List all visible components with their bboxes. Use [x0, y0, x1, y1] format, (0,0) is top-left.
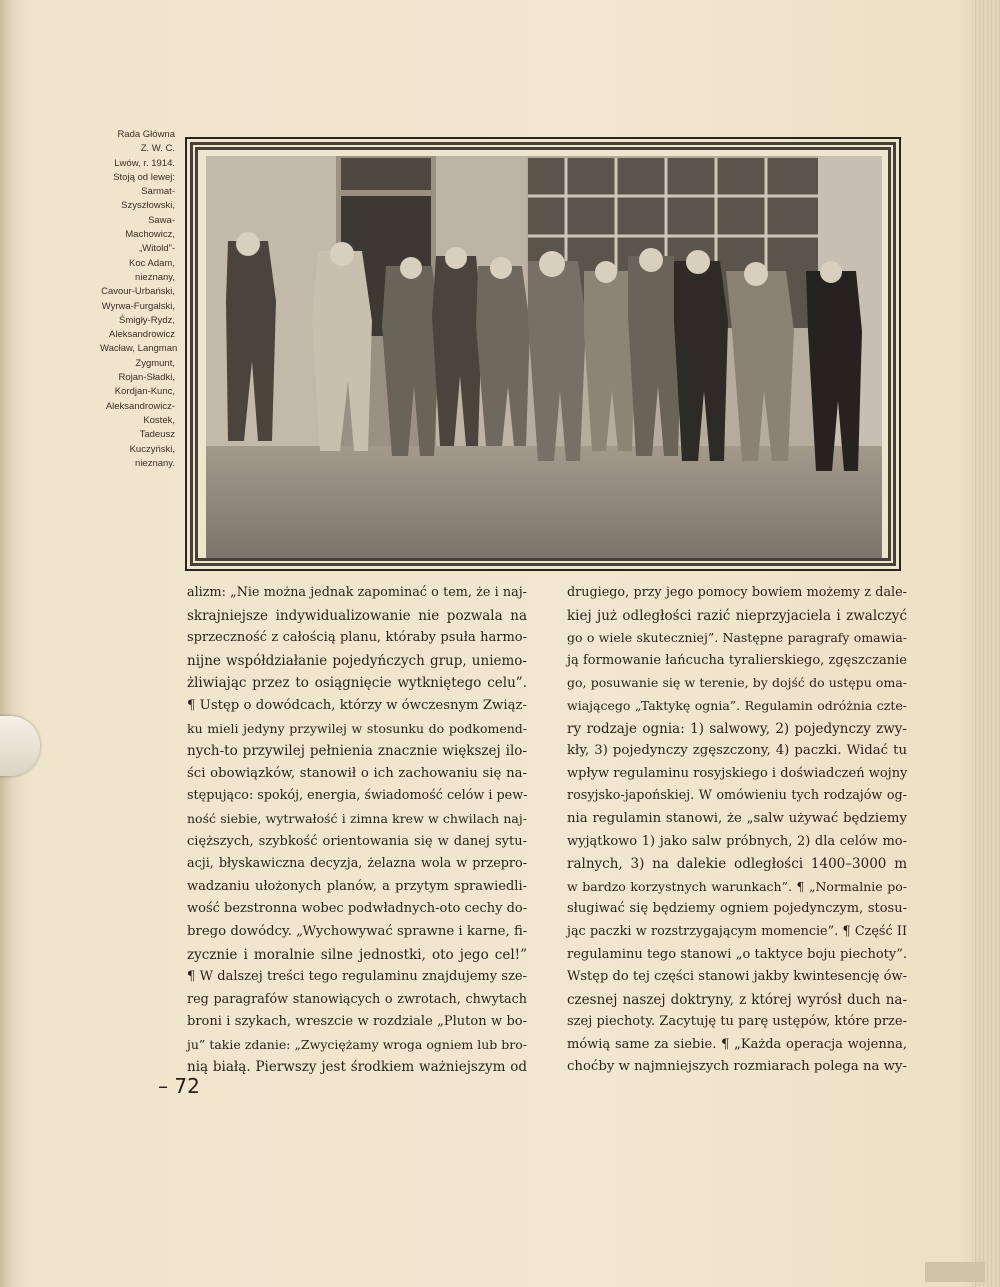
caption-line: Wyrwa-Furgalski,	[101, 300, 175, 312]
caption-line: Kuczyński,	[129, 443, 175, 455]
body-text-line: wpływ regulaminu rosyjskiego i doświadczeń wojny	[567, 765, 908, 781]
body-text-line: ralnych, 3) na dalekie odległości 1400–3000 m	[567, 856, 907, 873]
body-text-line: skrajniejsze indywidualizowanie nie pozwala na	[187, 607, 527, 624]
caption-line: Kostek,	[143, 414, 175, 426]
caption-line: Koc Adam,	[129, 257, 175, 269]
caption-line: Lwów, r. 1914.	[114, 157, 175, 169]
body-text-line: Wstęp do tej części stanowi jakby kwintesencję ów-	[567, 969, 907, 985]
body-text-line: ści obowiązków, stanowił o ich zachowaniu się na-	[187, 765, 527, 781]
body-text-line: żliwiając przez to osiągnięcie wytkniętego celu”.	[187, 675, 527, 692]
caption-line: Rojan-Sładki,	[118, 372, 175, 384]
group-photograph	[206, 156, 882, 558]
body-text-line: go, posuwanie się w terenie, by dojść do ustępu oma-	[567, 675, 907, 691]
body-text-line: ¶ W dalszej treści tego regulaminu znajdujemy sze-	[187, 969, 527, 985]
body-text-line: kły, 3) pojedynczy zgęszczony, 4) paczki. Widać tu	[567, 743, 907, 759]
body-text-line: acji, błyskawiczna decyzja, żelazna wola w przepro-	[187, 856, 527, 872]
caption-line: Sarmat-	[141, 186, 175, 198]
caption-line: Wacław, Langman	[100, 343, 178, 355]
body-text-line: brego dowódcy. „Wychowywać sprawne i karne, fi-	[187, 923, 528, 939]
caption-line: Tadeusz	[139, 429, 175, 441]
body-text-line: ¶ Ustęp o dowódcach, którzy w ówczesnym Związ-	[187, 697, 527, 713]
caption-line: „Witold”-	[139, 243, 175, 255]
page-corner-fold	[925, 1262, 985, 1282]
body-text-line: reg paragrafów stanowiących o zwrotach, chwytach	[187, 991, 527, 1007]
body-text-line: go o wiele skuteczniej”. Następne paragrafy omawia-	[567, 630, 907, 646]
body-text-line: w bardzo korzystnych warunkach”. ¶ „Normalnie po-	[567, 878, 907, 894]
caption-line: Cavour-Urbański,	[101, 286, 175, 298]
body-text-line: nijne współdziałanie pojedyńczych grup, uniemo-	[187, 652, 527, 669]
body-text-line: alizm: „Nie można jednak zapominać o tem, że i naj-	[187, 585, 527, 600]
body-text-line: nią białą. Pierwszy jest środkiem ważniejszym od	[187, 1059, 527, 1076]
body-text-line: wość bezstronna wobec podwładnych-oto cechy do-	[187, 901, 528, 917]
body-text-line: drugiego, przy jego pomocy bowiem możemy z dale-	[567, 585, 907, 600]
body-text-line: szej piechoty. Zacytuję tu parę ustępów, które prze-	[567, 1014, 907, 1030]
caption-line: nieznany.	[135, 457, 175, 469]
body-text-line: choćby w najmniejszych rozmiarach polega na wy-	[567, 1059, 907, 1075]
text-column-left	[187, 582, 527, 1079]
body-text-line: cięższych, szybkość orientowania się w danej sytu-	[187, 833, 527, 849]
body-text-line: wadzaniu ułożonych planów, a przytym sprawiedli-	[187, 878, 527, 894]
body-text-line: ją formowanie łańcucha tyralierskiego, zgęszczanie	[567, 652, 907, 668]
body-text-line: ność siebie, wytrwałość i zimna krew w chwilach naj-	[187, 810, 527, 826]
caption-line: Aleksandrowicz	[109, 329, 175, 341]
caption-line: Machowicz,	[125, 229, 175, 241]
body-text-line: wyjątkowo 1) jako salw próbnych, 2) dla celów mo-	[567, 833, 907, 849]
body-text-line: wiającego „Taktykę ognia”. Regulamin odróżnia czte-	[567, 697, 907, 713]
photo-frame	[185, 137, 901, 571]
body-text-line: sprzeczność z całością planu, któraby psuła harmo-	[187, 630, 527, 646]
body-text-line: ku mieli jedyny przywilej w stosunku do podkomend-	[187, 720, 527, 736]
caption-line: Stoją od lewej:	[113, 171, 175, 183]
caption-line: Z. W. C.	[140, 143, 175, 155]
caption-line: Kordjan-Kunc,	[114, 386, 175, 398]
page-number: – 72	[158, 1074, 200, 1098]
body-text-line: sługiwać się będziemy ogniem pojedynczym, stosu-	[567, 901, 907, 917]
body-text-line: regulaminu tego stanowi „o taktyce boju piechoty”.	[567, 946, 907, 962]
caption-line: Śmigły-Rydz,	[119, 314, 175, 326]
caption-line: Aleksandrowicz-	[105, 400, 175, 412]
body-text-line: czesnej naszej doktryny, z której wyrósł duch na-	[567, 991, 907, 1008]
body-text-line: ry rodzaje ognia: 1) salwowy, 2) pojedynczy zwy-	[567, 720, 907, 737]
body-text-line: zycznie i moralnie silne jednostki, oto jego cel!”	[187, 946, 527, 963]
page-clip	[0, 716, 40, 776]
body-text-line: broni i szykach, wreszcie w rozdziale „Pluton w bo-	[187, 1014, 527, 1030]
text-column-right	[567, 582, 907, 1079]
page-stack-edge	[972, 0, 1000, 1287]
photo-image	[206, 156, 882, 558]
caption-line: Rada Główna	[117, 129, 175, 140]
body-text-line: ju” takie zdanie: „Zwyciężamy wroga ogniem lub bro-	[187, 1036, 527, 1052]
body-text-line: stępująco: spokój, energia, świadomość celów i pew-	[187, 788, 528, 804]
body-text-line: kiej już odległości razić nieprzyjaciela i zwalczyć	[567, 607, 907, 624]
body-text-line: mówią same za siebie. ¶ „Każda operacja wojenna,	[567, 1036, 907, 1052]
caption-line: Szyszłowski,	[121, 200, 175, 212]
body-text-line: rosyjsko-japońskiej. W omówieniu tych rodzajów og-	[567, 788, 907, 804]
body-text-line: nia regulamin stanowi, że „salw używać będziemy	[567, 810, 907, 826]
body-text-line: jąc paczki w rozstrzygającym momencie”. ¶ Część II	[567, 923, 907, 939]
caption-line: nieznany,	[135, 271, 175, 283]
page-gutter	[0, 0, 14, 1287]
photo-caption	[100, 128, 178, 471]
body-text-line: nych-to przywilej pełnienia znacznie większej ilo-	[187, 743, 527, 760]
caption-line: Zygmunt,	[135, 357, 175, 369]
caption-line: Sawa-	[148, 214, 175, 226]
